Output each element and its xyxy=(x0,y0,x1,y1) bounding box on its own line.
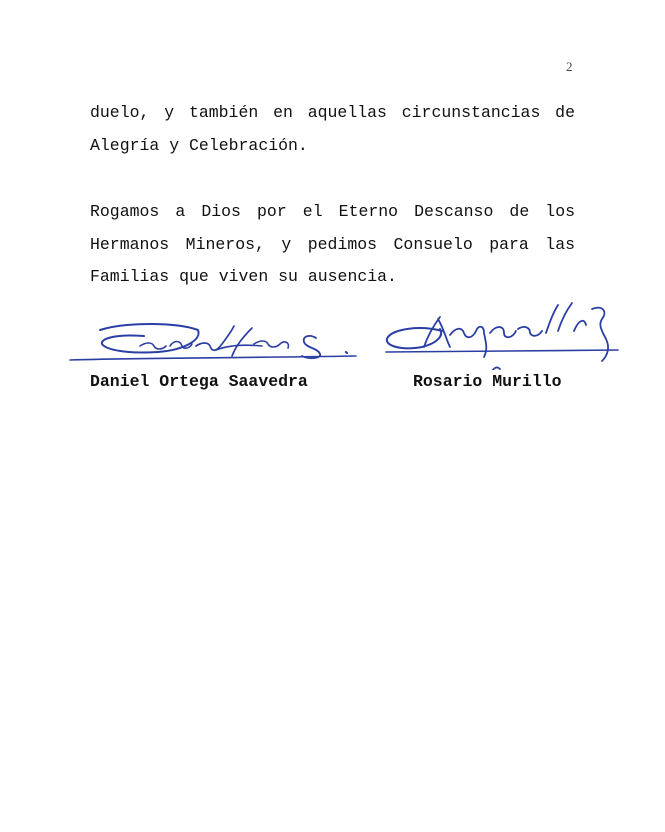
paragraph-line: Familias que viven su ausencia. xyxy=(90,267,397,286)
signature-ortega xyxy=(66,316,366,376)
paragraph-line: duelo, y también en aquellas circunstancias de xyxy=(90,103,575,122)
signature-murillo xyxy=(380,295,625,370)
body-paragraph xyxy=(90,196,575,294)
body-paragraph xyxy=(90,97,575,162)
signer-name-ortega: Daniel Ortega Saavedra xyxy=(90,372,308,391)
paragraph-line: Hermanos Mineros, y pedimos Consuelo para las xyxy=(90,234,575,254)
paragraph-line: Rogamos a Dios por el Eterno Descanso de los xyxy=(90,202,575,221)
paragraph-line: Alegría y Celebración. xyxy=(90,135,308,155)
signer-name-murillo: Rosario Murillo xyxy=(413,372,562,391)
page-number: 2 xyxy=(566,59,573,74)
